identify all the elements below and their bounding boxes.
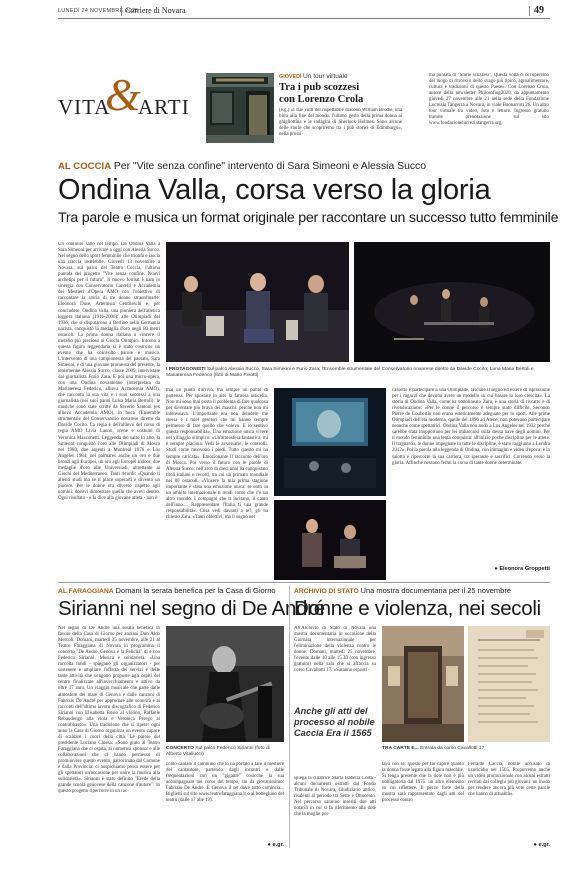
top-story-col2: ma puntata di "Storie scozzesi". Questa volta ci occuperemo del luogo di ritrovo e dello svago più tipico, agroalimentare, cultura e tradizioni di questo Paese». Con Lorenzo Crola, autore della newsletter Philosofiog2020, da appuntamento giovedì 27 novembre alle 21 nella sede della Fondazione Lucrezia Tangerra a Novara, in viale Buonarroti 26. Un altro tour virtuale tra video, foto e letture. Ingresso gratuito tramite prenotazione sul sito www.fondazionelucreziatangerra.org. — [429, 73, 549, 127]
archivio-byline-text: e.gr. — [538, 842, 550, 848]
main-photo-ensemble — [354, 242, 550, 362]
main-subhead: Tra parole e musica un format originale per raccontare un successo tutto femminile — [58, 210, 559, 226]
archivio-pullquote: Anche gli atti del processo al nobile Caccia Era il 1565 — [294, 706, 375, 738]
archivio-col3: tava con sé: questo per far capire quanto la donna fosse legata alla figura maschile. Si tenga presente che la dote non è più obbligatoria dal 1975: un altro elemento su cui riflettere. Il pezzo forte della mostra sarà rappresentato dagli atti del processo contro — [382, 762, 464, 804]
section-title — [58, 69, 208, 120]
sirianni-kicker — [58, 586, 276, 595]
main-byline — [470, 566, 550, 572]
page-header — [0, 0, 580, 22]
sirianni-byline-text: e.gr. — [272, 842, 284, 848]
sirianni-bullet-icon: ● — [267, 842, 273, 848]
top-story — [279, 73, 549, 148]
main-caption-label: I PROTAGONISTI — [166, 367, 206, 372]
main-story-col1: Un continuo salto nel tempo. Da Ondina Valla a Sara Simeoni per arrivare a oggi con Alessia Succo. Nel segno dello sport femminile che trionfa e lascia una traccia indelebile. Giovedì 13 novembre a Novara, sul palco del Teatro Coccia, l'ultima puntata del progetto "Vite senza confine. Nuovi archetipi per il futuro". Il nuovo format è nato in sinergia con Conservatorio Cantelli e Accademia dei Mestieri d'Opera AMO con l'obiettivo di raccontare la storia di tre donne straordinarie: Eleonora Duse, Artemisia Gentileschi e, per concludere, Ondina Valla, una pioniera dell'atletica leggera italiana (1916-2006): alle Olimpiadi del 1936, che si disputarono a Berlino nella Germania nazista, conquistò la medaglia d'oro negli 80 metri ostacoli. La prima donna italiana a vincere il metallo più prezioso ai Giochi Olimpici. Intorno a questa figura leggendaria si è stato costruito un evento che ha coinvolto parole e musica. L'intervento di una campionessa del passato, Sara Simeoni, e di una giovane promessa del presente, la tenismenne Alessia Succo, classe 2009, intervistate dal giornalista Furio Zara. E poi una micro-opera, con una Ondina novantenne (interpretata da Mariateresa Federico, allieva Accademia AMO), che racconta la sua vita e i suoi successi a una giornalista (nei suoi panni Luisa Maria Bertoli): le musiche sono state scritte da Saverio Santoni (ex allievo Accademia AMO), in buca l'Ensemble strumentale del Conservatorio novarese diretto da Davide Cocito. La regia e dell'allievo del corso di regia AMO Livia Lanno, scene e costumi di Veronica Mazzonetti. Leggenda del salto in alto, la Simeoni conquistò l'oro alle Olimpiadi di Mosca nel 1980, due argenti a Montreal 1976 e Los Angeles 1984; nel palmares anche un oro e due bronzi agli Europei, un oro agli Europei indoor, due medaglie d'oro alle Universiadi, altrettante ai Giochi del Mediterraneo. Tanti ricordi: «Quando ti allenti studi ma se ti piace superarti e divento un piacere. Per le donne era diverso rispetto agli uomini: dovevi dimostrare quello che avevi dentro. Ogni risultato - e lo dice alla giovane atleta - non è — [58, 242, 160, 501]
archivio-col2: spiega la curatrice Marta Isabella Costa - alcuni documenti estratti dal Fondo Tribunale di Novara, Giudiziario antico, risalenti al periodo tra Sette e Ottocento. Nel percorso saranno inseriti due atti notarili in cui si fa riferimento alla dote che la moglie por- — [294, 776, 376, 818]
header-divider-right — [529, 6, 530, 16]
main-kicker-rest: Per "Vite senza confine" intervento di Sara Simeoni e Alessia Succo — [113, 161, 427, 172]
sirianni-col1: Nel segno di De André una serata benefica in favore della Casa di Giorno per anziani Don Aldo Mercoli. Domani, martedì 25 novembre, alle 21 al Teatro Faraggiana di Novara in programma il concerto "De André, Genova e la Felicità" di e con Federico Sirianni. Musica e solidarietà. «Una raccolta fondi - spiegano gli organizzatori - per sostenere e ampliare l'offerta dei servizi e delle tante attività che vengono proposte agli ospiti del centro finalizzate all'invecchiamento e attivo da oltre 37 anni. Un viaggio musicale che parte dalle atmosfere del mare di Genova e dalle canzoni di Fabrizio De André per approdare alle sonorità e ai racconti dell'ultimo lavoro discografico di Federico Sirianni con Elisabetta Bosio al violino, Raffaele Rebaudengo alla viola e Veronica Perego al contrabbasso». Una tradizione che si ripete: ogni anno la Casa di Giorno organizza un evento capace di scaldare i cuori della città. Le parole del presidente Luciano Chiesa: «Sono grato al Teatro Faraggiana che ci ospita, ai numerosi sponsor e alle collaborazioni che ci hanno permesso di promuovere questo evento, patrocinato dal Comune e dalla Provincia: ci auspichiamo possa essere per gli spettatori un'occasione per unire la musica alla solidarietà». Sirianni è stato definito "Erede della grande scuola genovese della canzone d'autore": in questo progetto ripercorre in un rac- — [58, 626, 160, 795]
byline-bullet-icon: ● — [494, 566, 500, 572]
sirianni-headline: Sirianni nel segno di De André — [58, 597, 325, 620]
header-rule — [58, 18, 550, 19]
manuscript-image — [468, 626, 550, 742]
archivio-kicker — [294, 586, 511, 595]
archive-entrance-image — [382, 626, 464, 742]
section-title-part2: ARTI — [138, 95, 190, 119]
archivio-caption — [382, 746, 550, 752]
main-headline: Ondina Valla, corsa verso la gloria — [58, 174, 491, 206]
archivio-bullet-icon: ● — [533, 842, 539, 848]
page-number: 49 — [534, 5, 544, 16]
main-photo-stage-talk — [166, 242, 349, 362]
top-story-col1: (e.g.) «I due volti del rispettabile diacono William Brodie, una birra alla fine del mondo, l'ultimo gesto della prima donna ai ghigliottina e le indagini di Sherlock Holmes. Sono alcune delle storie che scopriremo tra i pub storici di Edimburgo», nella prossi- — [279, 108, 402, 138]
sirianni-col2: conto cantato il cammino che lo ha portato a fare il mestiere del cantautore, partendo dagli incontri e dalle frequentazioni con un "gigante" cosicché la sua accompagnato nel corso del tempo, sin da giovanissimo: Fabrizio De André. È Genova il set dove tutto comincia... Biglietti sul sito www.teatrofaraggiana.it o al botteghino del teatro (dalle 17 alle 19). — [166, 762, 284, 804]
top-story-kicker-rest: Un tour virtuale — [302, 73, 348, 80]
archivio-headline: Donne e violenza, nei secoli — [294, 597, 541, 620]
header-divider — [121, 6, 122, 16]
archivio-photo-entrance — [382, 626, 464, 742]
sirianni-caption-text: Sul palco Federico Sirianni (foto di Alberto Vitaliucci) — [166, 746, 270, 757]
sirianni-caption-label: CONCERTO — [166, 746, 194, 751]
sirianni-photo — [166, 626, 284, 742]
section-separator — [58, 582, 550, 583]
section-title-ampersand: & — [105, 69, 141, 120]
actresses-image — [274, 500, 386, 580]
archivio-col4: Ferrante Caccia, nobile accusato di uxoricidio nel 1565. Proporremo anche un video promozionale con alcuni estratti recitati dai colleghi più giovani: un modo per rendere ancora più vere certe parole che hanno di attualità». — [468, 762, 550, 798]
sirianni-kicker-rest: Domani la serata benefica per la Casa di Giorno — [115, 586, 276, 595]
main-caption-text: Sul palco Alessia Succo, Sara Simeoni e Furio Zara; l'Ensemble strumentale del Conservatorio novarese diretto da Davide Cocito; Luna Maria Bertoli e Mariateresa Federico (foto di Mario Finotti) — [166, 367, 534, 378]
top-story-kicker-label: GIOVEDÌ — [279, 74, 302, 80]
archivio-caption-text: Entrata da corso Cavallotti 17 — [420, 746, 485, 751]
main-story-col2: mai un punto d'arrivo, ma sempre un punto di partenza. Per spostare in alto la famosa asticella. Non mi sono mai posta il problema di fare qualcosa per diventare più brava dei maschi: perché non mi interessava. L'importante era non deludere me stessa e i miei genitori che mi hanno sempre permesso di fare quello che volevo. E io sentivo questa responsabilità». Una emozione unica vivere nel villaggio olimpico: «Un'atmosfera fantastica, mi è sempre piaciuta. Vedi le avversarie, le controlli. Studi come muovono i piedi. Tutto questo mi ha sempre caricata». Emozionante il racconto dell'oro di Mosca. Poi verso il futuro con le parole di Alessia Succo: nell'arco di dieci anni ha conquistato titoli italiani e record, tra cui un primato mondiale nei 80 ostacoli. «Vincere la mia prima stagione importante è stata una emozione unica: se entri in un ambito internazionale ti rendi conto che c'è un altro mondo. I compagni che ti incitano, il canto dell'inno.... Rappresentare l'Italia ti una grande responsabilità». Cosa vedi davanti a te?, gli ha chiesto Zara. «Tanti obiettivi, ma il sogno nel — [166, 388, 268, 520]
pub-facade-image — [206, 73, 274, 143]
section-title-part1: VITA — [58, 95, 111, 119]
main-story-col3: cassetto è partecipare a una Olimpiade, lasciare il segno ed essere di ispirazione per i ragazzi che devono avere un modello su cui basare la loro crescita». La storia di Ondina Valla, come ha sottolineato Zara, è una storia di riscatto e di rivendicazione: «Per le donne il percorso è sempre stato difficile. Secondo Pierre de Coubertin non erano esteticamente adeguate per lo sport. Alle prime Olimpiadi dell'età moderna, quelle del 1896 ad Atene, non potevano partecipare neanche come spettatrici. Ondina Valla non andò a Los Angeles nel 1932 perché sarebbe stata inopportuno per lei imbarcarsi sulla stessa nave degli uomini. Per il mondo femminile una lenta conquista: all'inizio poche discipline per le atlete. Il traguardo, le donne impegnate in tutte le discipline, è stato raggiunto a Londra 2012». Poi la parola alla leggenda di Ondina, con immagini e video d'epoca: è in salotto e ripercorre la sua carriera, tra speranze e sacrifici. Correndo verso la gloria. Affinché nessuno fermi la corsa di tante donne determinate. — [392, 388, 550, 466]
sirianni-byline — [230, 842, 284, 848]
stage-talk-image — [166, 242, 349, 362]
archivio-caption-label: TRA CARTE E... — [382, 746, 419, 751]
main-photo-opera-screen — [274, 388, 386, 496]
top-story-headline: Tra i pub scozzesi con Lorenzo Crola — [279, 82, 364, 105]
singer-guitar-image — [166, 626, 284, 742]
archivio-photo-document — [468, 626, 550, 742]
pub-photo — [206, 73, 274, 143]
main-photo-actresses — [274, 500, 386, 580]
archivio-col1: All'Archivio di Stato di Novara una mostra documentaria in occasione della Giornata internazionale per l'eliminazione della violenza contro le donne. Domani, martedì 25 novembre, l'evento dalle 10 alle 15.30 (con ingresso gratuito) nella sala che si affaccia su corso Cavallotti 17. «Saranno esposti - — [294, 626, 376, 674]
newspaper-name: Corriere di Novara — [125, 6, 186, 15]
archivio-byline — [496, 842, 550, 848]
main-photo-caption — [166, 367, 550, 381]
main-story-kicker — [58, 160, 426, 172]
archivio-kicker-rest: Una mostra documentaria per il 25 novembre — [360, 586, 512, 595]
header-date: LUNEDÌ 24 NOVEMBRE 2025 — [58, 8, 139, 14]
archivio-kicker-label: ARCHIVIO DI STATO — [294, 588, 359, 595]
top-story-kicker — [279, 73, 348, 80]
sirianni-caption — [166, 746, 284, 758]
main-kicker-label: AL COCCIA — [58, 161, 112, 172]
ensemble-image — [354, 242, 550, 362]
opera-screen-image — [274, 388, 386, 496]
sirianni-kicker-label: AL FARAGGIANA — [58, 588, 114, 595]
main-byline-text: Eleonora Groppetti — [499, 566, 550, 572]
column-separator — [289, 586, 290, 848]
